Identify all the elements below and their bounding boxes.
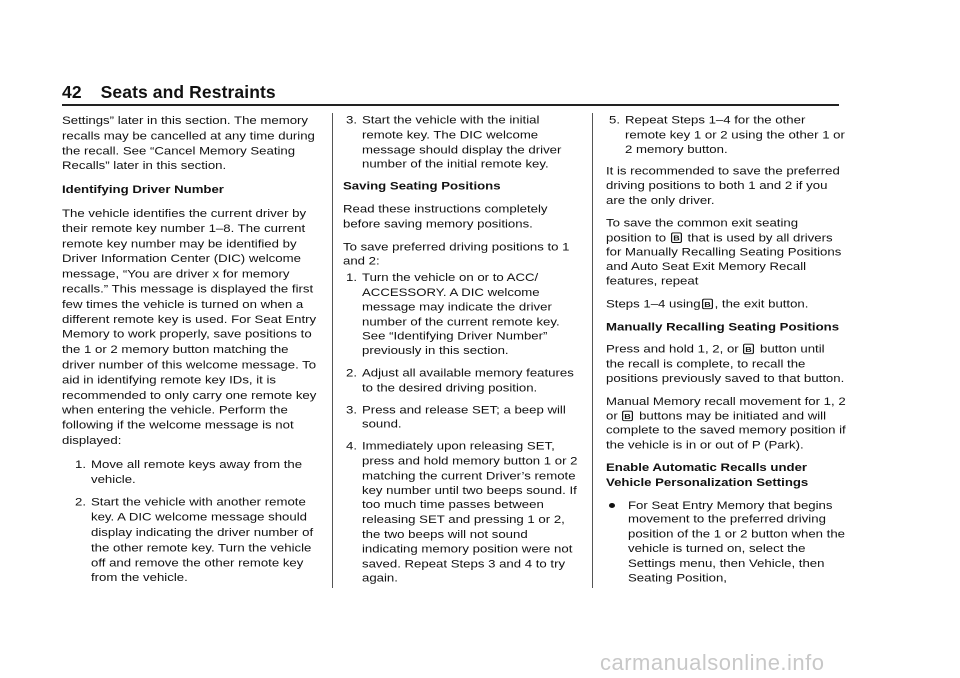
svg-text:B: B bbox=[624, 412, 632, 421]
step-number: 2. bbox=[75, 495, 86, 509]
svg-text:B: B bbox=[703, 300, 711, 309]
text-run: Steps 1–4 using bbox=[606, 297, 701, 310]
column-1 bbox=[62, 113, 319, 593]
list-item bbox=[343, 402, 579, 431]
page-header bbox=[62, 82, 276, 103]
page-number: 42 bbox=[62, 82, 82, 102]
paragraph: Settings” later in this section. The memory recalls may be cancelled at any time during the recall. See “Cancel Memory Seating Recalls” later in this section. bbox=[62, 113, 315, 173]
step-text: Move all remote keys away from the vehicle. bbox=[91, 457, 303, 486]
text-run: Manual Memory recall movement for 1, 2 or bbox=[606, 394, 846, 422]
list-item bbox=[606, 498, 846, 585]
list-item bbox=[343, 270, 579, 358]
header-rule bbox=[62, 104, 839, 106]
step-number: 4. bbox=[346, 439, 357, 453]
step-number: 5. bbox=[609, 113, 620, 127]
seat-exit-memory-icon bbox=[743, 344, 754, 355]
text-run: To save the common exit seating position to bbox=[606, 216, 799, 244]
section-title: Seats and Restraints bbox=[100, 82, 276, 102]
step-number: 3. bbox=[346, 403, 357, 416]
svg-text:B: B bbox=[745, 345, 753, 354]
paragraph bbox=[606, 342, 846, 386]
text-run: button until the recall is complete, to recall the positions previously saved to that button. bbox=[606, 343, 845, 385]
paragraph: To save preferred driving positions to 1 and 2: bbox=[343, 240, 570, 268]
column-2 bbox=[343, 113, 579, 593]
step-number: 3. bbox=[346, 113, 357, 127]
paragraph bbox=[606, 216, 846, 289]
watermark: carmanualsonline.info bbox=[600, 650, 825, 675]
list-item bbox=[343, 366, 579, 395]
text-run: Press and hold 1, 2, or bbox=[606, 343, 739, 356]
list-item bbox=[72, 495, 319, 586]
steps-list bbox=[62, 457, 319, 586]
paragraph bbox=[606, 394, 846, 452]
subheading-identifying-driver-number: Identifying Driver Number bbox=[62, 182, 224, 196]
seat-exit-memory-icon bbox=[702, 298, 713, 309]
step-text: Turn the vehicle on or to ACC/ ACCESSORY. A DIC welcome message may indicate the driver number of the current remote key. See “Identifying Driver Number” previously in this section. bbox=[362, 271, 560, 357]
list-item bbox=[606, 113, 846, 157]
bullet-icon bbox=[609, 503, 615, 508]
paragraph: It is recommended to save the preferred driving positions to both 1 and 2 if you are the only driver. bbox=[606, 164, 840, 207]
step-text: Press and release SET; a beep will sound. bbox=[362, 403, 566, 431]
svg-text:B: B bbox=[673, 233, 680, 243]
text-run: , the exit button. bbox=[714, 297, 809, 310]
step-text: Repeat Steps 1–4 for the other remote key 1 or 2 using the other 1 or 2 memory button. bbox=[625, 113, 845, 156]
seat-exit-memory-icon bbox=[622, 410, 633, 421]
text-run: that is used by all drivers for Manually Recalling Seating Positions and Auto Seat Exit Memory Recall features, repeat bbox=[606, 231, 842, 288]
step-number: 1. bbox=[346, 271, 357, 284]
bullet-text: For Seat Entry Memory that begins movement to the preferred driving position of the 1 or 2 button when the vehicle is turned on, select the Settings menu, then Vehicle, then Seating Position, bbox=[628, 498, 846, 584]
subheading-manually-recalling: Manually Recalling Seating Positions bbox=[606, 320, 840, 333]
subheading-saving-seating-positions: Saving Seating Positions bbox=[343, 179, 501, 193]
column-divider bbox=[332, 113, 333, 588]
list-item bbox=[72, 457, 319, 487]
step-number: 1. bbox=[75, 457, 86, 471]
step-number: 2. bbox=[346, 366, 357, 379]
step-text: Start the vehicle with another remote key. A DIC welcome message should display indicating the driver number of the other remote key. Turn the vehicle off and remove the other remote key from the vehicle. bbox=[91, 495, 314, 584]
column-divider bbox=[592, 113, 593, 588]
seat-exit-memory-icon bbox=[671, 232, 682, 243]
list-item bbox=[343, 439, 579, 586]
steps-list bbox=[343, 270, 579, 585]
paragraph: Read these instructions completely before saving memory positions. bbox=[343, 202, 548, 230]
step-text: Immediately upon releasing SET, press and hold memory button 1 or 2 matching the current Driver’s remote key number until two beeps sound. If too much time passes between releasing SET and pressing 1 or 2, the two beeps will not sound indicating memory position were not saved. Repeat Steps 3 and 4 to try again. bbox=[362, 439, 578, 585]
list-item bbox=[343, 113, 579, 172]
step-text: Start the vehicle with the initial remote key. The DIC welcome message should display the driver number of the initial remote key. bbox=[362, 113, 562, 171]
paragraph bbox=[606, 297, 846, 312]
paragraph: The vehicle identifies the current driver by their remote key number 1–8. The current remote key number may be identified by Driver Information Center (DIC) welcome message, “You are driver x for memory recalls.” This message is displayed the first few times the vehicle is turned on when a different remote key is used. For Seat Entry Memory to work properly, save positions to the 1 or 2 memory button matching the driver number of this welcome message. To aid in identifying remote key IDs, it is recommended to only carry one remote key when entering the vehicle. Perform the following if the welcome message is not displayed: bbox=[62, 206, 317, 447]
column-3 bbox=[606, 113, 846, 593]
subheading-enable-automatic-recalls: Enable Automatic Recalls under Vehicle Personalization Settings bbox=[606, 461, 809, 489]
step-text: Adjust all available memory features to the desired driving position. bbox=[362, 366, 574, 394]
text-run: buttons may be initiated and will complete to the saved memory position if the vehicle is in or out of P (Park). bbox=[606, 409, 846, 451]
